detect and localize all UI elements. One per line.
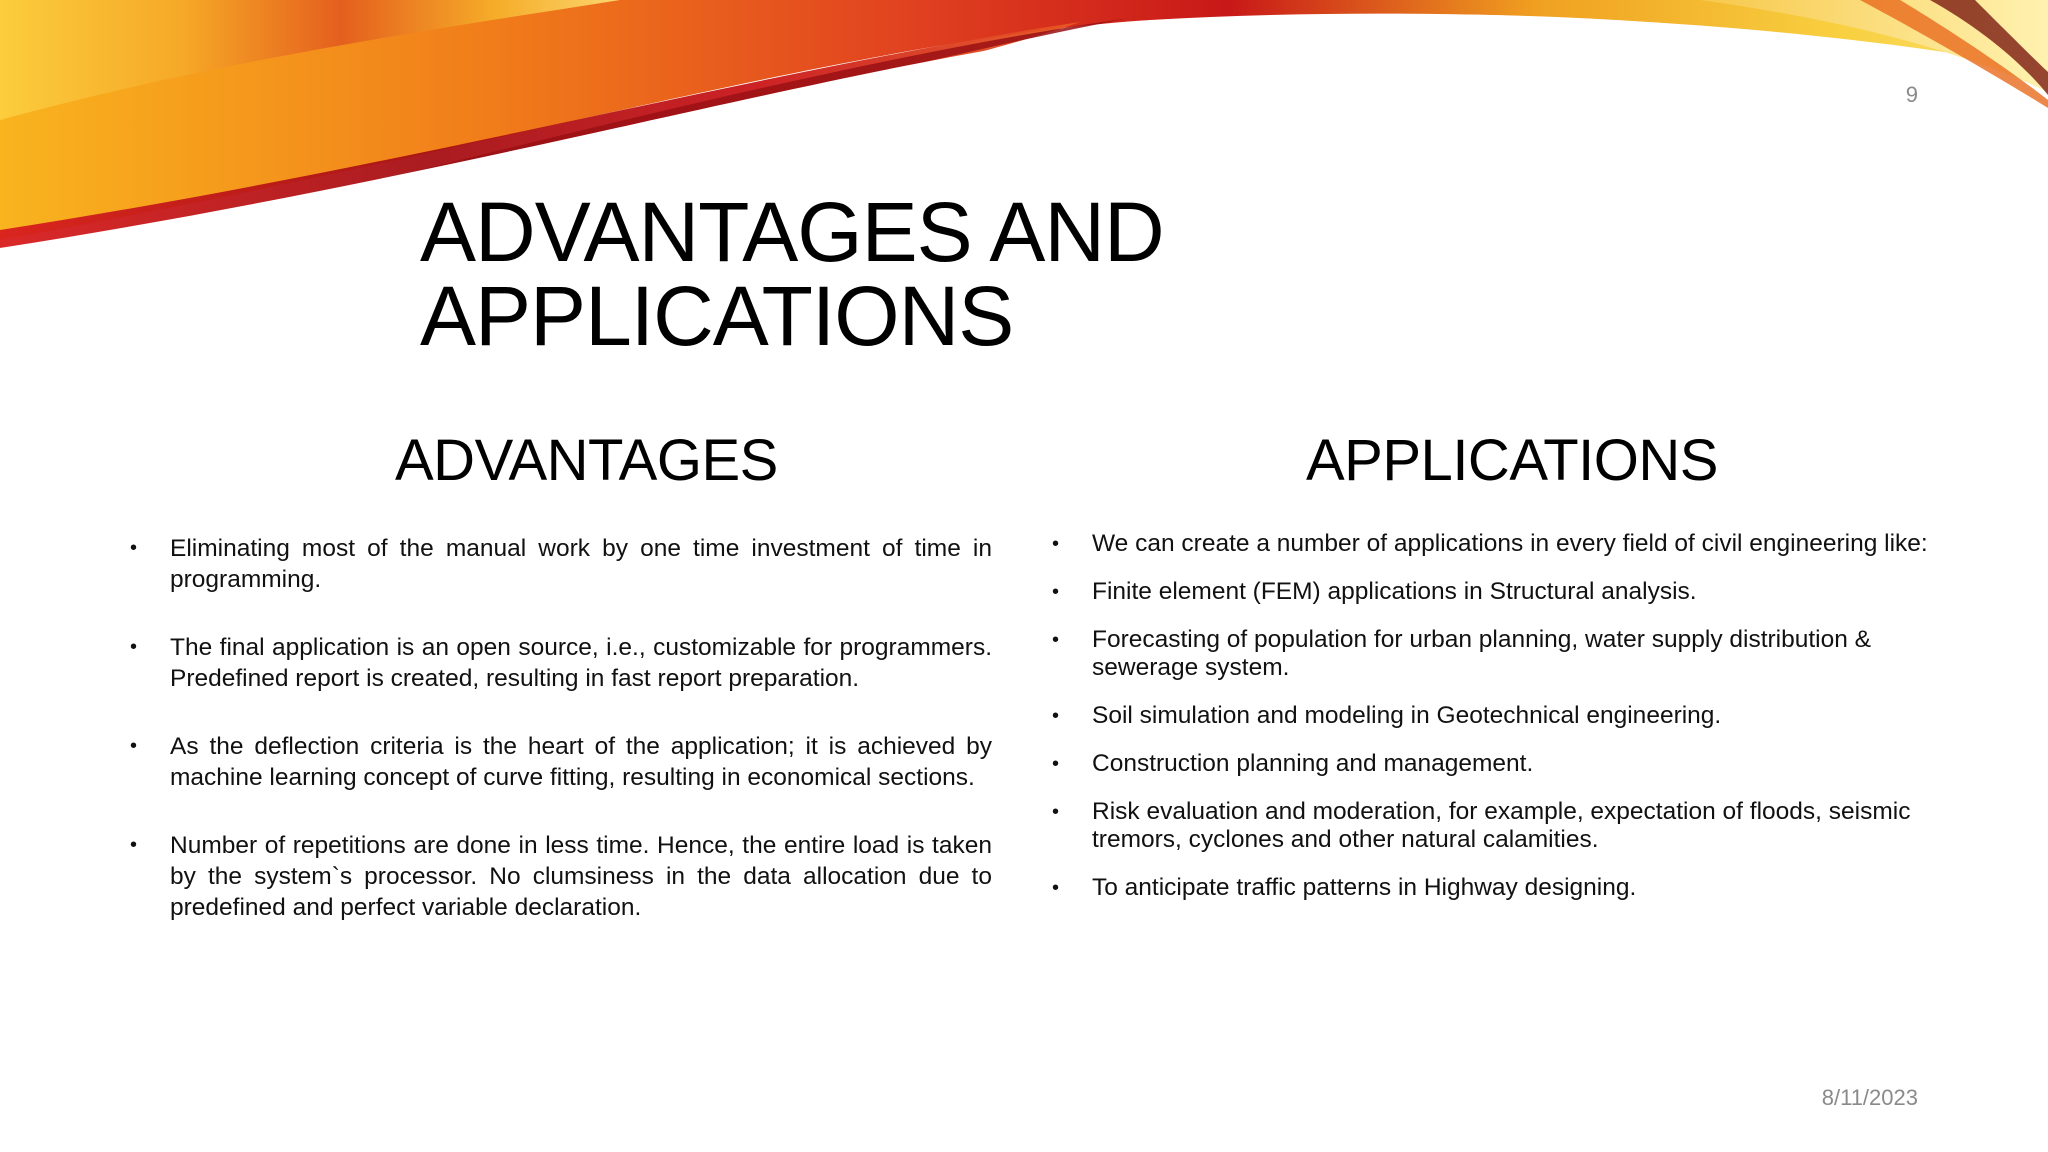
list-item <box>130 731 992 793</box>
list-item-text: Finite element (FEM) applications in Structural analysis. <box>1092 578 1697 605</box>
list-item-text: Forecasting of population for urban planning, water supply distribution & sewerage system. <box>1092 626 1872 681</box>
applications-list <box>1052 530 1932 922</box>
bullet-icon: • <box>1052 877 1060 899</box>
bullet-icon: • <box>1052 533 1060 555</box>
list-item-text: Number of repetitions are done in less time. Hence, the entire load is taken by the system`s processor. No clumsiness in the data allocation due to predefined and perfect variable declaration. <box>170 832 992 921</box>
bullet-icon: • <box>130 537 138 559</box>
list-item <box>1052 750 1932 778</box>
bullet-icon: • <box>130 735 138 757</box>
list-item-text: Construction planning and management. <box>1092 750 1534 777</box>
advantages-heading: ADVANTAGES <box>395 428 778 493</box>
list-item-text: As the deflection criteria is the heart of the application; it is achieved by machine learning concept of curve fitting, resulting in economical sections. <box>170 733 992 791</box>
list-item <box>1052 874 1932 902</box>
slide-date: 8/11/2023 <box>1821 1085 1918 1110</box>
bullet-icon: • <box>1052 705 1060 727</box>
bullet-icon: • <box>1052 581 1060 603</box>
list-item <box>1052 530 1932 558</box>
list-item-text: The final application is an open source, i.e., customizable for programmers. Predefined report is created, resulting in fast report preparation. <box>170 634 992 692</box>
bullet-icon: • <box>1052 629 1060 651</box>
slide-title: ADVANTAGES AND APPLICATIONS <box>420 185 1164 363</box>
list-item <box>1052 578 1932 606</box>
list-item <box>130 533 992 595</box>
bullet-icon: • <box>130 834 138 856</box>
bullet-icon: • <box>1052 753 1060 775</box>
list-item <box>1052 702 1932 730</box>
list-item-text: We can create a number of applications in every field of civil engineering like: <box>1092 530 1928 557</box>
list-item-text: Risk evaluation and moderation, for example, expectation of floods, seismic tremors, cyclones and other natural calamities. <box>1092 798 1911 853</box>
list-item <box>1052 626 1932 682</box>
list-item-text: Soil simulation and modeling in Geotechnical engineering. <box>1092 702 1722 729</box>
bullet-icon: • <box>130 636 138 658</box>
list-item-text: Eliminating most of the manual work by one time investment of time in programming. <box>170 535 992 593</box>
list-item-text: To anticipate traffic patterns in Highway designing. <box>1092 874 1637 901</box>
list-item <box>130 830 992 923</box>
bullet-icon: • <box>1052 801 1060 823</box>
list-item <box>1052 798 1932 854</box>
slide-number: 9 <box>1905 82 1918 107</box>
applications-heading: APPLICATIONS <box>1306 428 1718 493</box>
advantages-list <box>130 533 992 960</box>
list-item <box>130 632 992 694</box>
